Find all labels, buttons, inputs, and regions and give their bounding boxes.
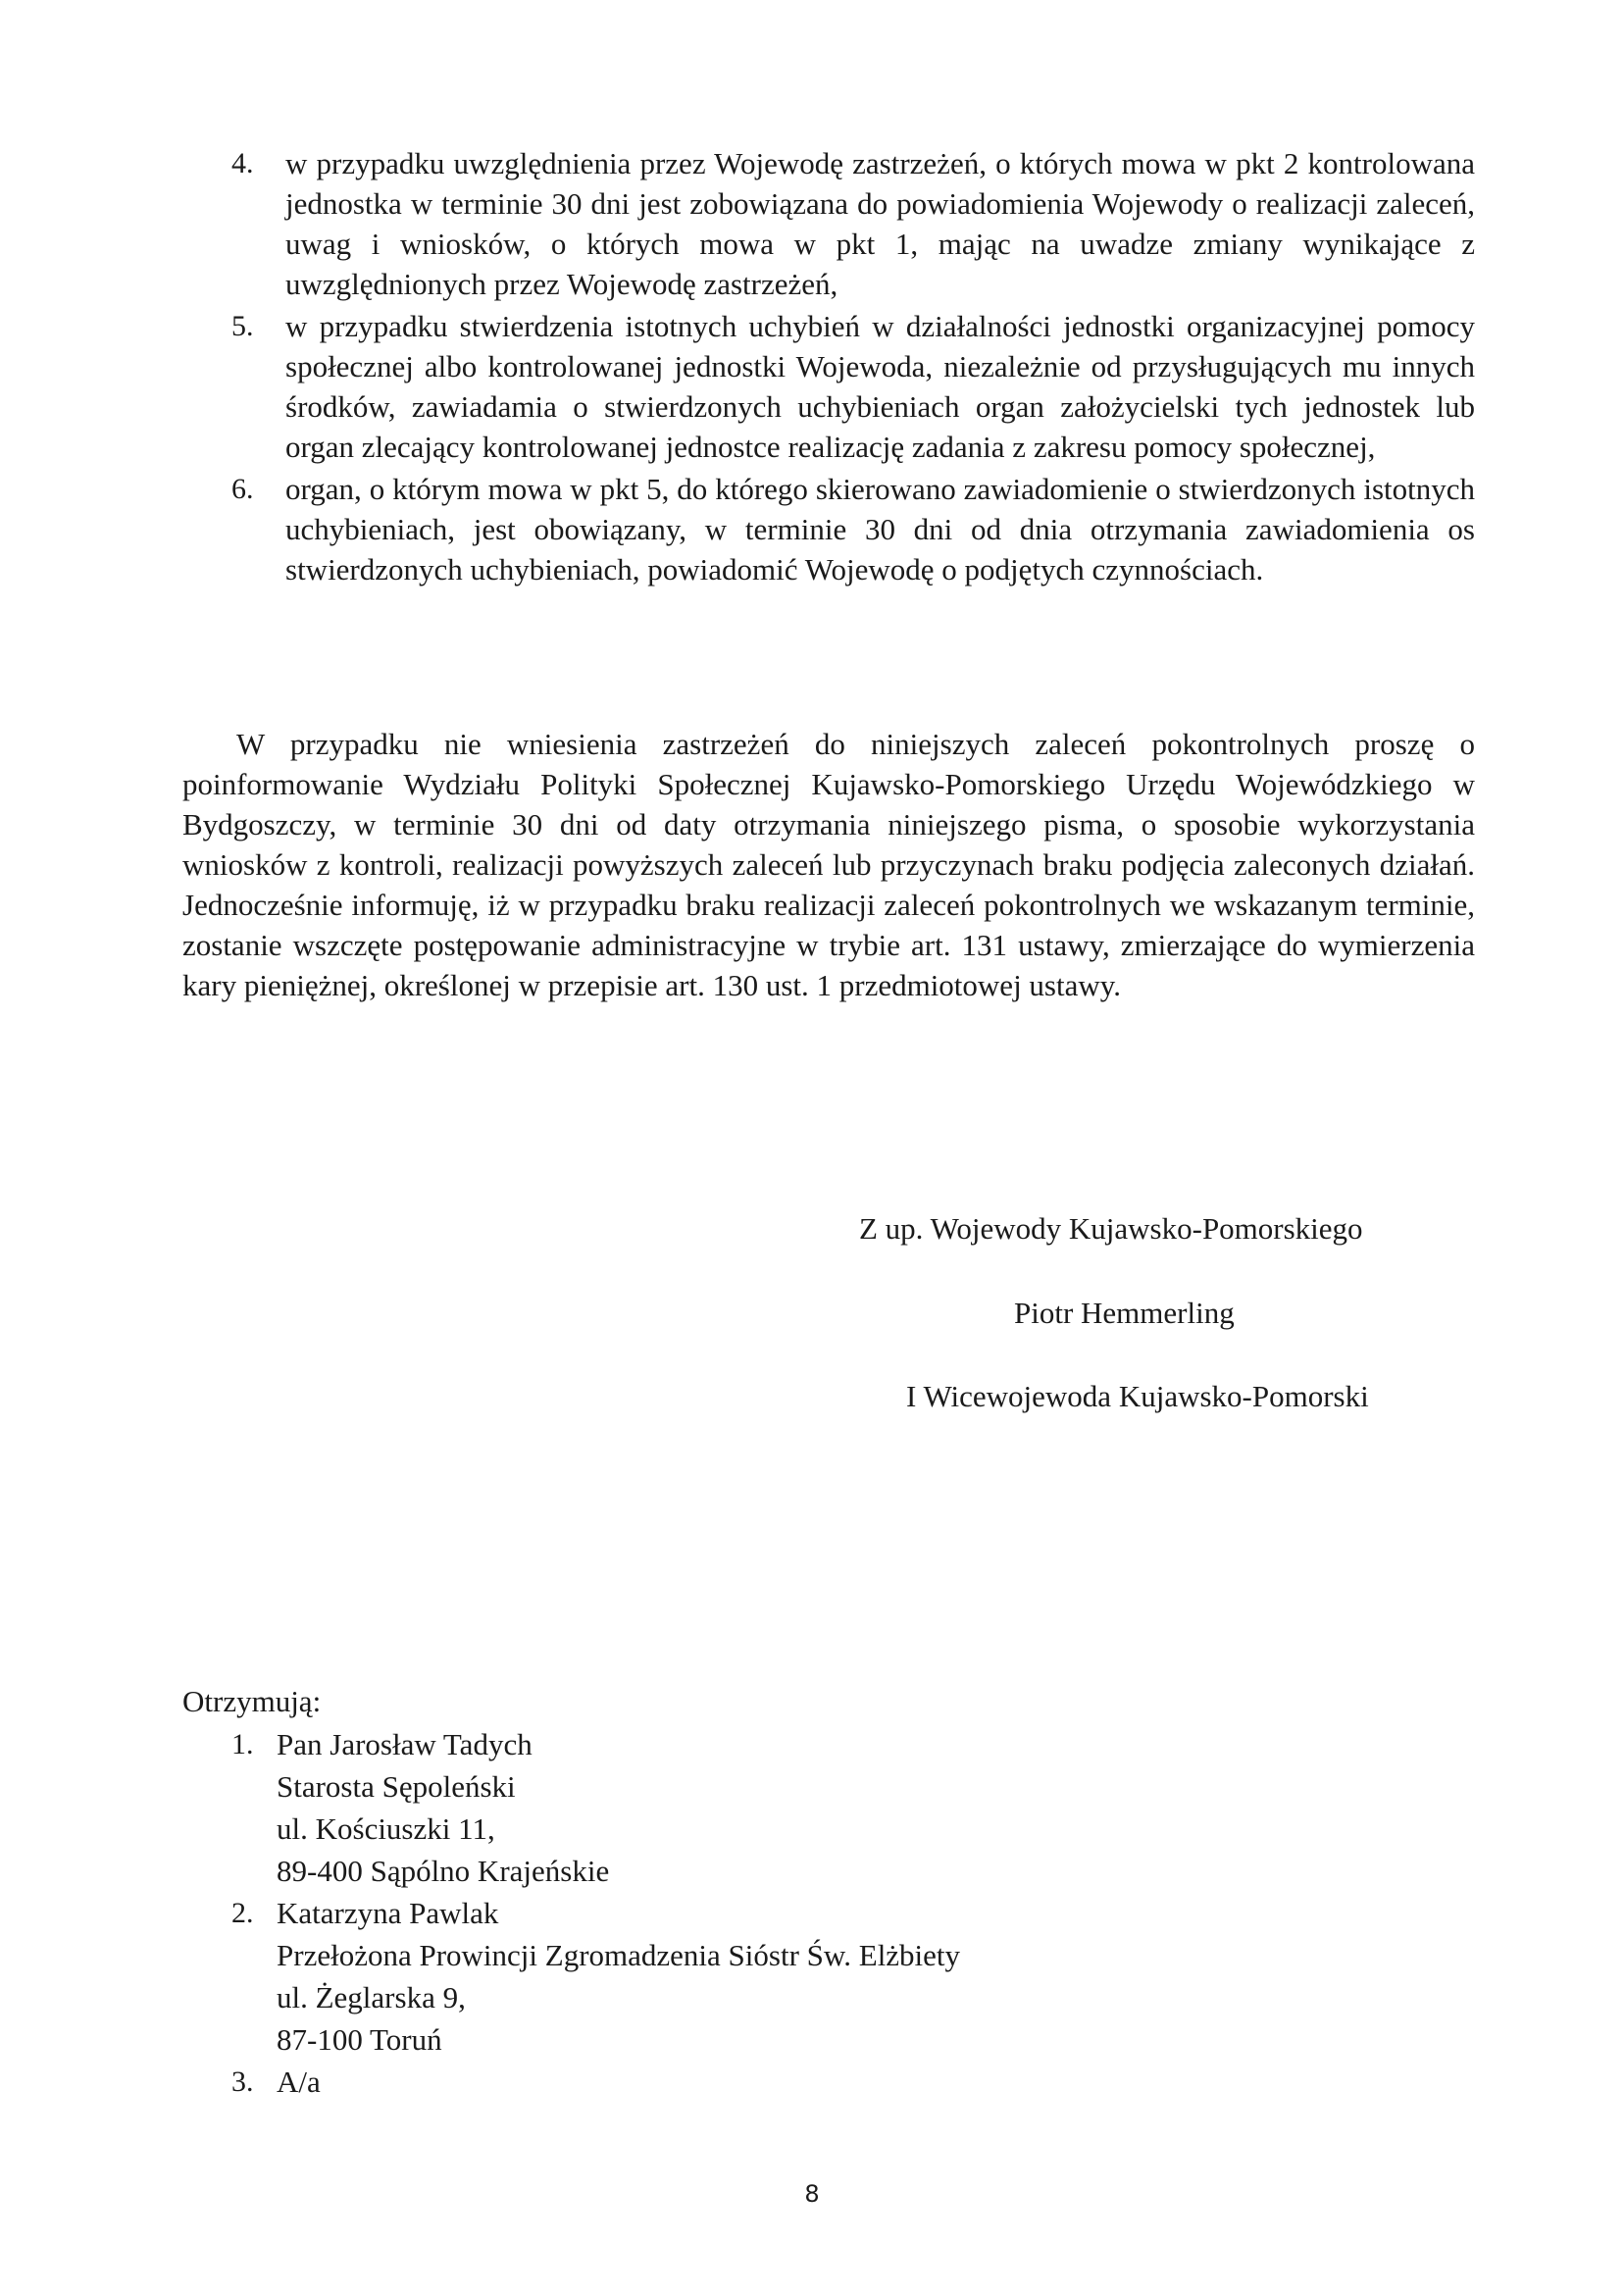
body-paragraph: W przypadku nie wniesienia zastrzeżeń do niniejszych zaleceń pokontrolnych proszę o poinformowanie Wydziału Polityki Społecznej Kujawsko-Pomorskiego Urzędu Wojewódzkiego w Bydgoszczy, w terminie 30 dni od daty otrzymania niniejszego pisma, o sposobie wykorzystania wniosków z kontroli, realizacji powyższych zaleceń lub przyczynach braku podjęcia zaleconych działań. Jednocześnie informuję, iż w przypadku braku realizacji zaleceń pokontrolnych we wskazanym terminie, zostanie wszczęte postępowanie administracyjne w trybie art. 131 ustawy, zmierzające do wymierzenia kary pieniężnej, określonej w przepisie art. 130 ust. 1 przedmiotowej ustawy. (182, 727, 1475, 1002)
signature-position: I Wicewojewoda Kujawsko-Pomorski (906, 1379, 1369, 1413)
recipients-list (231, 1723, 1310, 2103)
recipient-line: Przełożona Prowincji Zgromadzenia Sióstr Św. Elżbiety (277, 1938, 961, 1972)
recipient-line: A/a (277, 2065, 321, 2099)
list-item-text: organ, o którym mowa w pkt 5, do którego skierowano zawiadomienie o stwierdzonych istotnych uchybieniach, jest obowiązany, w terminie 30 dni od dnia otrzymania zawiadomienia os stwierdzonych uchybieniach, powiadomić Wojewodę o podjętych czynnościach. (285, 472, 1475, 586)
recipient-number: 2. (231, 1897, 254, 1929)
recipient-line: ul. Kościuszki 11, (277, 1811, 495, 1846)
signature-name: Piotr Hemmerling (1014, 1296, 1235, 1330)
recipient-item (231, 2061, 1310, 2103)
recipient-line: 89-400 Sąpólno Krajeńskie (277, 1854, 610, 1888)
page-number: 8 (804, 2180, 820, 2208)
recipient-item (231, 1892, 1310, 2061)
list-item-number: 5. (231, 310, 254, 342)
list-item (231, 143, 1475, 304)
list-item-text: w przypadku stwierdzenia istotnych uchybień w działalności jednostki organizacyjnej pomocy społecznej albo kontrolowanej jednostki Wojewoda, niezależnie od przysługujących mu innych środków, zawiadamia o stwierdzonych uchybieniach organ założycielski tych jednostek lub organ zlecający kontrolowanej jednostce realizację zadania z zakresu pomocy społecznej, (285, 309, 1475, 464)
recipient-line: Starosta Sępoleński (277, 1769, 516, 1804)
recipient-item (231, 1723, 1310, 1892)
list-item (231, 469, 1475, 589)
recipient-line: ul. Żeglarska 9, (277, 1980, 466, 2014)
list-item-number: 4. (231, 147, 254, 179)
list-item (231, 306, 1475, 467)
list-item-number: 6. (231, 473, 254, 505)
recipient-number: 1. (231, 1728, 254, 1760)
recipient-line: Katarzyna Pawlak (277, 1896, 499, 1930)
recipient-number: 3. (231, 2065, 254, 2098)
recipient-line: 87-100 Toruń (277, 2022, 442, 2057)
recipient-line: Pan Jarosław Tadych (277, 1727, 533, 1761)
list-item-text: w przypadku uwzględnienia przez Wojewodę zastrzeżeń, o których mowa w pkt 2 kontrolowana jednostka w terminie 30 dni jest zobowiązana do powiadomienia Wojewody o realizacji zaleceń, uwag i wniosków, o których mowa w pkt 1, mając na uwadze zmiany wynikające z uwzględnionych przez Wojewodę zastrzeżeń, (285, 146, 1475, 301)
numbered-list (231, 143, 1475, 591)
recipients-title: Otrzymują: (182, 1684, 322, 1718)
signature-on-behalf: Z up. Wojewody Kujawsko-Pomorskiego (859, 1211, 1363, 1246)
